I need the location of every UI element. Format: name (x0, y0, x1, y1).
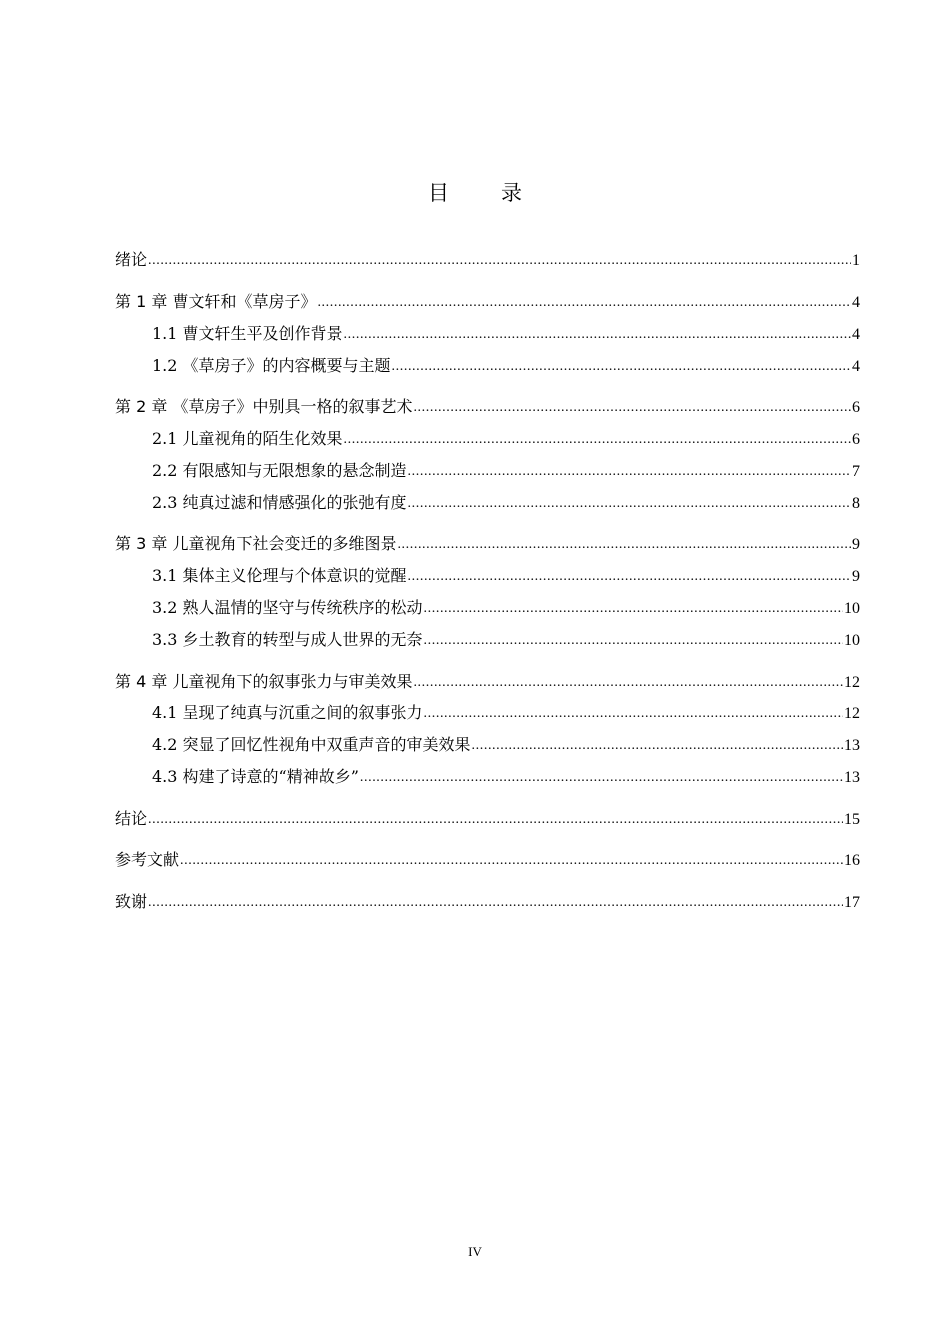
toc-entry-label: 4.2 突显了回忆性视角中双重声音的审美效果 (152, 735, 471, 754)
toc-page-number: 4 (852, 326, 860, 343)
page-title-char-1: 目 (428, 181, 449, 205)
toc-entry-section-4-2[interactable] (152, 734, 860, 756)
toc-entry-conclusion[interactable] (115, 808, 860, 830)
page-title (0, 178, 950, 208)
toc-dot-leader (344, 322, 851, 344)
toc-entry-label: 2.2 有限感知与无限想象的悬念制造 (152, 461, 407, 480)
toc-dot-leader (180, 848, 843, 870)
toc-dot-leader (472, 733, 843, 755)
toc-dot-leader (408, 459, 851, 481)
toc-dot-leader (392, 354, 851, 376)
toc-page-number: 8 (852, 495, 860, 512)
toc-page-number: 4 (852, 294, 860, 311)
toc-entry-chapter-2[interactable] (115, 396, 860, 418)
toc-entry-chapter-1[interactable] (115, 291, 860, 313)
toc-entry-label: 第 1 章 曹文轩和《草房子》 (115, 292, 317, 311)
toc-dot-leader (397, 532, 851, 554)
toc-entry-section-1-2[interactable] (152, 355, 860, 377)
toc-entry-label: 第 4 章 儿童视角下的叙事张力与审美效果 (115, 672, 413, 691)
toc-page-number: 7 (852, 463, 860, 480)
toc-page-number: 9 (852, 568, 860, 585)
toc-entry-section-2-2[interactable] (152, 460, 860, 482)
toc-dot-leader (424, 596, 843, 618)
toc-entry-section-4-1[interactable] (152, 702, 860, 724)
toc-entry-acknowledgements[interactable] (115, 891, 860, 913)
page-footer-number: IV (468, 1244, 482, 1259)
toc-page-number: 15 (844, 811, 860, 828)
toc-page-number: 12 (844, 705, 860, 722)
toc-entry-label: 4.3 构建了诗意的“精神故乡” (152, 767, 359, 786)
toc-entry-section-3-3[interactable] (152, 629, 860, 651)
toc-dot-leader (148, 807, 843, 829)
toc-page-number: 1 (852, 252, 860, 269)
toc-page-number: 10 (844, 632, 860, 649)
toc-entry-label: 1.2 《草房子》的内容概要与主题 (152, 356, 391, 375)
toc-entry-label: 结论 (115, 809, 148, 828)
toc-dot-leader (317, 290, 851, 312)
toc-dot-leader (424, 628, 843, 650)
toc-dot-leader (413, 670, 843, 692)
toc-dot-leader (148, 890, 843, 912)
toc-page-number: 12 (844, 674, 860, 691)
toc-dot-leader (148, 248, 851, 270)
toc-page-number: 16 (844, 852, 860, 869)
toc-entry-section-3-1[interactable] (152, 565, 860, 587)
toc-entry-label: 3.2 熟人温情的坚守与传统秩序的松动 (152, 598, 423, 617)
toc-entry-label: 3.1 集体主义伦理与个体意识的觉醒 (152, 566, 407, 585)
toc-page-number: 4 (852, 358, 860, 375)
toc-entry-references[interactable] (115, 849, 860, 871)
toc-entry-section-2-1[interactable] (152, 428, 860, 450)
toc-dot-leader (360, 765, 843, 787)
toc-entry-section-1-1[interactable] (152, 323, 860, 345)
toc-page-number: 13 (844, 737, 860, 754)
toc-entry-chapter-3[interactable] (115, 533, 860, 555)
toc-entry-label: 1.1 曹文轩生平及创作背景 (152, 324, 343, 343)
toc-entry-section-4-3[interactable] (152, 766, 860, 788)
toc-entry-label: 绪论 (115, 250, 148, 269)
toc-dot-leader (413, 395, 851, 417)
toc-page-number: 10 (844, 600, 860, 617)
toc-page-number: 6 (852, 399, 860, 416)
toc-entry-label: 参考文献 (115, 850, 180, 869)
toc-dot-leader (408, 491, 851, 513)
toc-page-number: 9 (852, 536, 860, 553)
toc-dot-leader (344, 427, 851, 449)
toc-entry-label: 4.1 呈现了纯真与沉重之间的叙事张力 (152, 703, 423, 722)
toc-entry-section-3-2[interactable] (152, 597, 860, 619)
toc-entry-chapter-4[interactable] (115, 671, 860, 693)
toc-entry-label: 第 2 章 《草房子》中别具一格的叙事艺术 (115, 397, 413, 416)
toc-entry-label: 2.3 纯真过滤和情感强化的张弛有度 (152, 493, 407, 512)
toc-entry-label: 3.3 乡土教育的转型与成人世界的无奈 (152, 630, 423, 649)
toc-page-number: 6 (852, 431, 860, 448)
toc-entry-label: 第 3 章 儿童视角下社会变迁的多维图景 (115, 534, 397, 553)
toc-entry-introduction[interactable] (115, 249, 860, 271)
toc-entry-section-2-3[interactable] (152, 492, 860, 514)
toc-entry-label: 致谢 (115, 892, 148, 911)
toc-page-number: 17 (844, 894, 860, 911)
toc-dot-leader (424, 701, 843, 723)
toc-entry-label: 2.1 儿童视角的陌生化效果 (152, 429, 343, 448)
page-title-char-2: 录 (501, 181, 522, 205)
toc-dot-leader (408, 564, 851, 586)
toc-page-number: 13 (844, 769, 860, 786)
